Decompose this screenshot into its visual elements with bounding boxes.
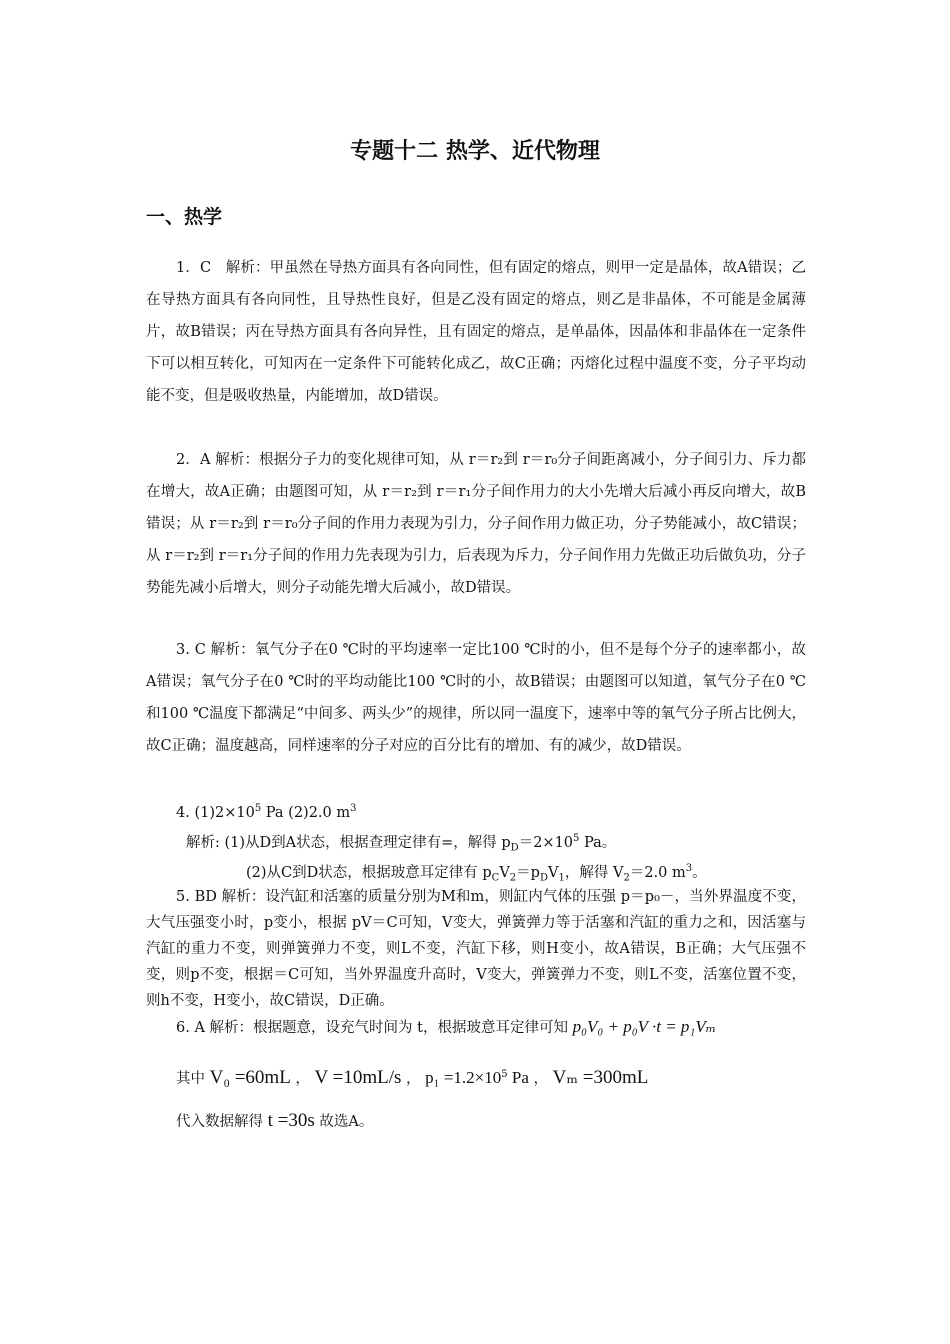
answer-4-text: V: [499, 864, 510, 881]
answer-6-line-1: [176, 1014, 716, 1041]
equation: Vₘ =300mL: [552, 1066, 649, 1088]
answer-6-text: 6. A 解析：根据题意，设充气时间为 t，根据玻意耳定律可知: [176, 1020, 568, 1036]
answer-6-text: 其中: [176, 1070, 205, 1087]
subscript: 2: [623, 872, 630, 884]
separator: ，: [295, 1070, 310, 1087]
answer-4-header: [176, 796, 357, 826]
answer-4-text: V: [548, 864, 559, 881]
answer-4-text: ＝2.0 m: [629, 864, 686, 881]
answer-4-text: Pa。: [579, 834, 617, 851]
answer-5: 5. BD 解析：设汽缸和活塞的质量分别为M和m，则缸内气体的压强 p＝p₀－，当外界温度不变，大气压强变小时，p变小，根据 pV＝C可知，V变大，弹簧弹力等于活塞和汽缸的重力之和，因活塞与汽缸的重力不变，则弹簧弹力不变，则L不变，汽缸下移，则H变小，故A错误，B正确；大气压强不变，则p不变，根据＝C可知，当外界温度升高时，V变大，弹簧弹力不变，则L不变，活塞位置不变，则h不变，H变小，故C错误，D正确。: [146, 889, 806, 1009]
subscript: D: [510, 842, 519, 854]
subscript: D: [539, 872, 548, 884]
answer-6-line-3: [176, 1108, 373, 1135]
subscript: 1: [558, 872, 565, 884]
answer-4-text: ＝p: [516, 864, 540, 881]
answer-4-text: ＝2×10: [518, 834, 574, 851]
answer-6-text: 故选A。: [319, 1114, 374, 1130]
equation: V₀ =60mL: [209, 1066, 291, 1088]
page-title: 专题十二 热学、近代物理: [350, 139, 600, 164]
answer-2: 2．A 解析：根据分子力的变化规律可知，从 r＝r₂到 r＝r₀分子间距离减小，分子间引力、斥力都在增大，故A正确；由题图可知，从 r＝r₂到 r＝r₁分子间作用力的大小先增大后减小再反向增大，故B错误；从 r＝r₂到 r＝r₀分子间的作用力表现为引力，分子间作用力做正功，分子势能减小，故C错误；从 r＝r₂到 r＝r₁分子间的作用力先表现为引力，后表现为斥力，分子间作用力先做正功后做负功，分子势能先减小后增大，则分子动能先增大后减小，故D错误。: [146, 452, 806, 596]
answer-4-text: Pa (2)2.0 m: [261, 804, 351, 821]
section-heading: 一、热学: [146, 206, 223, 228]
answer-6-text: 代入数据解得: [176, 1114, 263, 1130]
answer-4-text: (2)从C到D状态，根据玻意耳定律有 p: [246, 864, 492, 881]
answer-4-text: 4. (1)2×10: [176, 804, 255, 821]
equation: p₁ =1.2×10: [425, 1067, 502, 1087]
equation: Pa: [507, 1067, 529, 1087]
subscript: 2: [509, 872, 517, 884]
answer-6-line-2: [176, 1062, 648, 1092]
answer-4-text: 。: [692, 864, 707, 881]
answer-3: 3. C 解析：氧气分子在0 ℃时的平均速率一定比100 ℃时的小，但不是每个分子的速率都小，故A错误；氧气分子在0 ℃时的平均动能比100 ℃时的小，故B错误；由题图可以知道，氧气分子在0 ℃和100 ℃温度下都满足“中间多、两头少”的规律，所以同一温度下，速率中等的氧气分子所占比例大，故C正确；温度越高，同样速率的分子对应的百分比有的增加、有的减少，故D错误。: [146, 642, 806, 754]
exponent: 5: [254, 803, 262, 814]
equation: t =30s: [267, 1110, 315, 1131]
subscript: C: [491, 872, 500, 884]
separator: ，: [406, 1070, 421, 1087]
exponent: 3: [685, 863, 693, 874]
equation: p₀V₀ + p₀V ·t = p₁Vₘ: [572, 1017, 717, 1036]
exponent: 3: [350, 803, 357, 814]
exponent: 5: [573, 833, 580, 844]
answer-4-text: 解析: (1)从D到A状态，根据查理定律有=，解得 p: [186, 834, 511, 851]
answer-4-text: ，解得 V: [564, 864, 624, 881]
exponent: 5: [501, 1069, 508, 1080]
separator: ，: [533, 1070, 548, 1087]
answer-1: 1．C 解析：甲虽然在导热方面具有各向同性，但有固定的熔点，则甲一定是晶体，故A错误；乙在导热方面具有各向同性，且导热性良好，但是乙没有固定的熔点，则乙是非晶体，不可能是金属薄片，故B错误；丙在导热方面具有各向异性，且有固定的熔点，是单晶体，因晶体和非晶体在一定条件下可以相互转化，可知丙在一定条件下可能转化成乙，故C正确；丙熔化过程中温度不变，分子平均动能不变，但是吸收热量，内能增加，故D错误。: [146, 260, 806, 404]
equation: V =10mL/s: [314, 1066, 402, 1088]
